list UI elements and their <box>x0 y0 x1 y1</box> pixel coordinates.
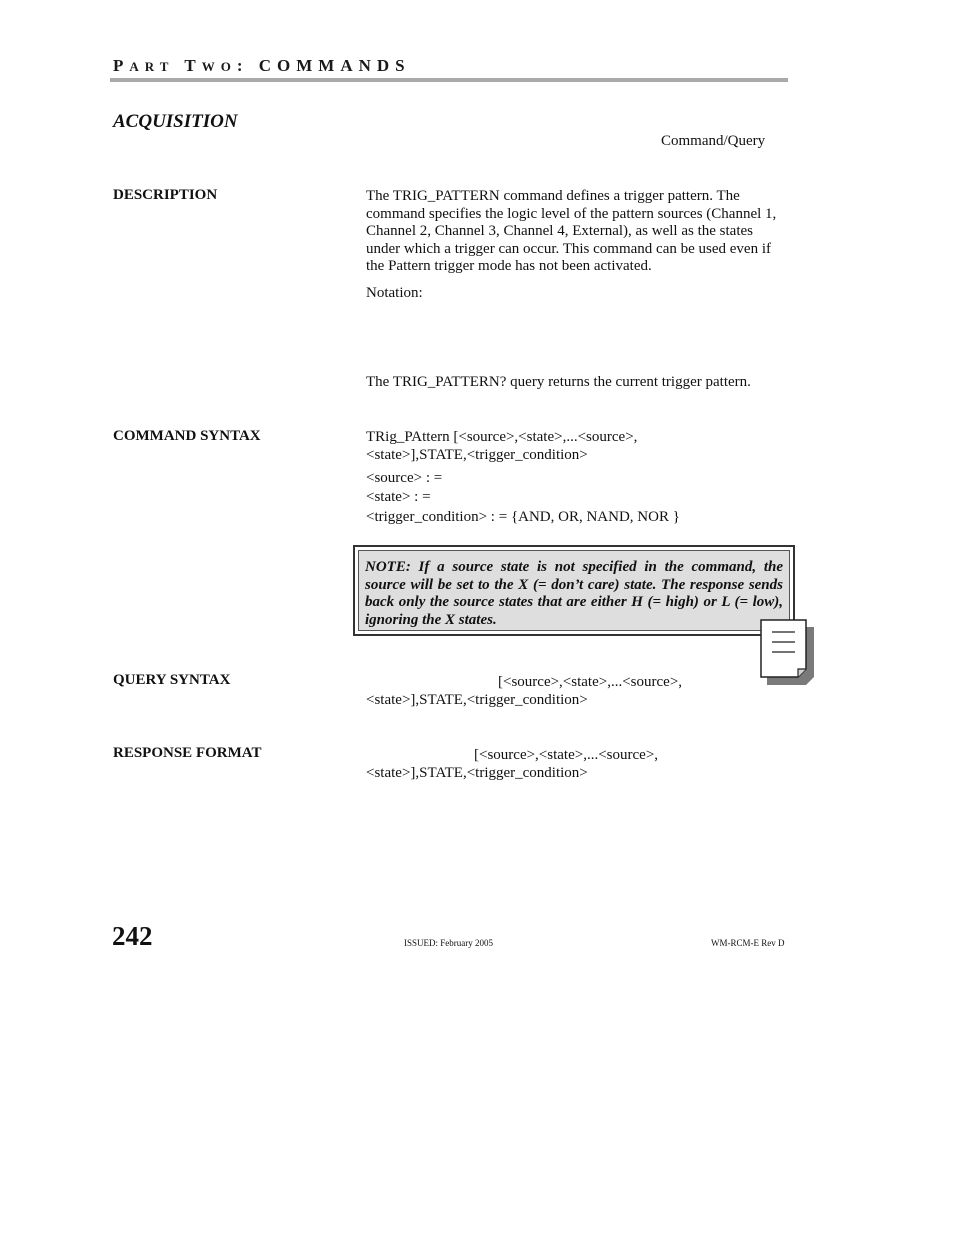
command-syntax-line1: TRig_PAttern [<source>,<state>,...<source>, <box>366 429 638 445</box>
issued-date: ISSUED: February 2005 <box>404 938 493 948</box>
document-id: WM-RCM-E Rev D <box>711 938 785 948</box>
header-rule <box>110 78 788 82</box>
response-format-label: RESPONSE FORMAT <box>113 745 262 761</box>
query-description: The TRIG_PATTERN? query returns the current trigger pattern. <box>366 374 751 390</box>
part-header-wo: WO <box>201 59 237 74</box>
part-header-art: ART <box>129 59 175 74</box>
source-definition: <source> : = <box>366 470 443 486</box>
response-format-line1: [<source>,<state>,...<source>, <box>474 747 659 763</box>
note-text: NOTE: If a source state is not specified in the command, the source will be set to the X (= don’t care) state. The response sends back only the source states that are either H (= high) or L (= low), ignoring the X states. <box>365 559 783 628</box>
response-format-line2: <state>],STATE,<trigger_condition> <box>366 765 588 781</box>
part-header-rest: : COMMANDS <box>236 56 411 75</box>
query-syntax-label: QUERY SYNTAX <box>113 672 231 688</box>
part-header-p: P <box>113 56 130 75</box>
part-header-t: T <box>184 56 202 75</box>
command-type: Command/Query <box>661 133 766 149</box>
query-syntax-line2: <state>],STATE,<trigger_condition> <box>366 692 588 708</box>
command-syntax-line2: <state>],STATE,<trigger_condition> <box>366 447 588 463</box>
query-syntax-line1: [<source>,<state>,...<source>, <box>498 674 683 690</box>
command-syntax-label: COMMAND SYNTAX <box>113 428 261 444</box>
page-number: 242 <box>112 921 153 951</box>
notation-label: Notation: <box>366 285 423 301</box>
part-header <box>113 56 411 76</box>
document-page-icon <box>758 617 816 687</box>
trigger-condition-definition: <trigger_condition> : = {AND, OR, NAND, NOR } <box>366 509 680 525</box>
section-title: ACQUISITION <box>113 111 238 132</box>
state-definition: <state> : = <box>366 489 431 505</box>
description-label: DESCRIPTION <box>113 187 218 203</box>
description-paragraph: The TRIG_PATTERN command defines a trigger pattern. The command specifies the logic level of the pattern sources (Channel 1, Channel 2, Channel 3, Channel 4, External), as well as the states under which a trigger can occur. This command can be used even if the Pattern trigger mode has not been activated. <box>366 188 777 274</box>
